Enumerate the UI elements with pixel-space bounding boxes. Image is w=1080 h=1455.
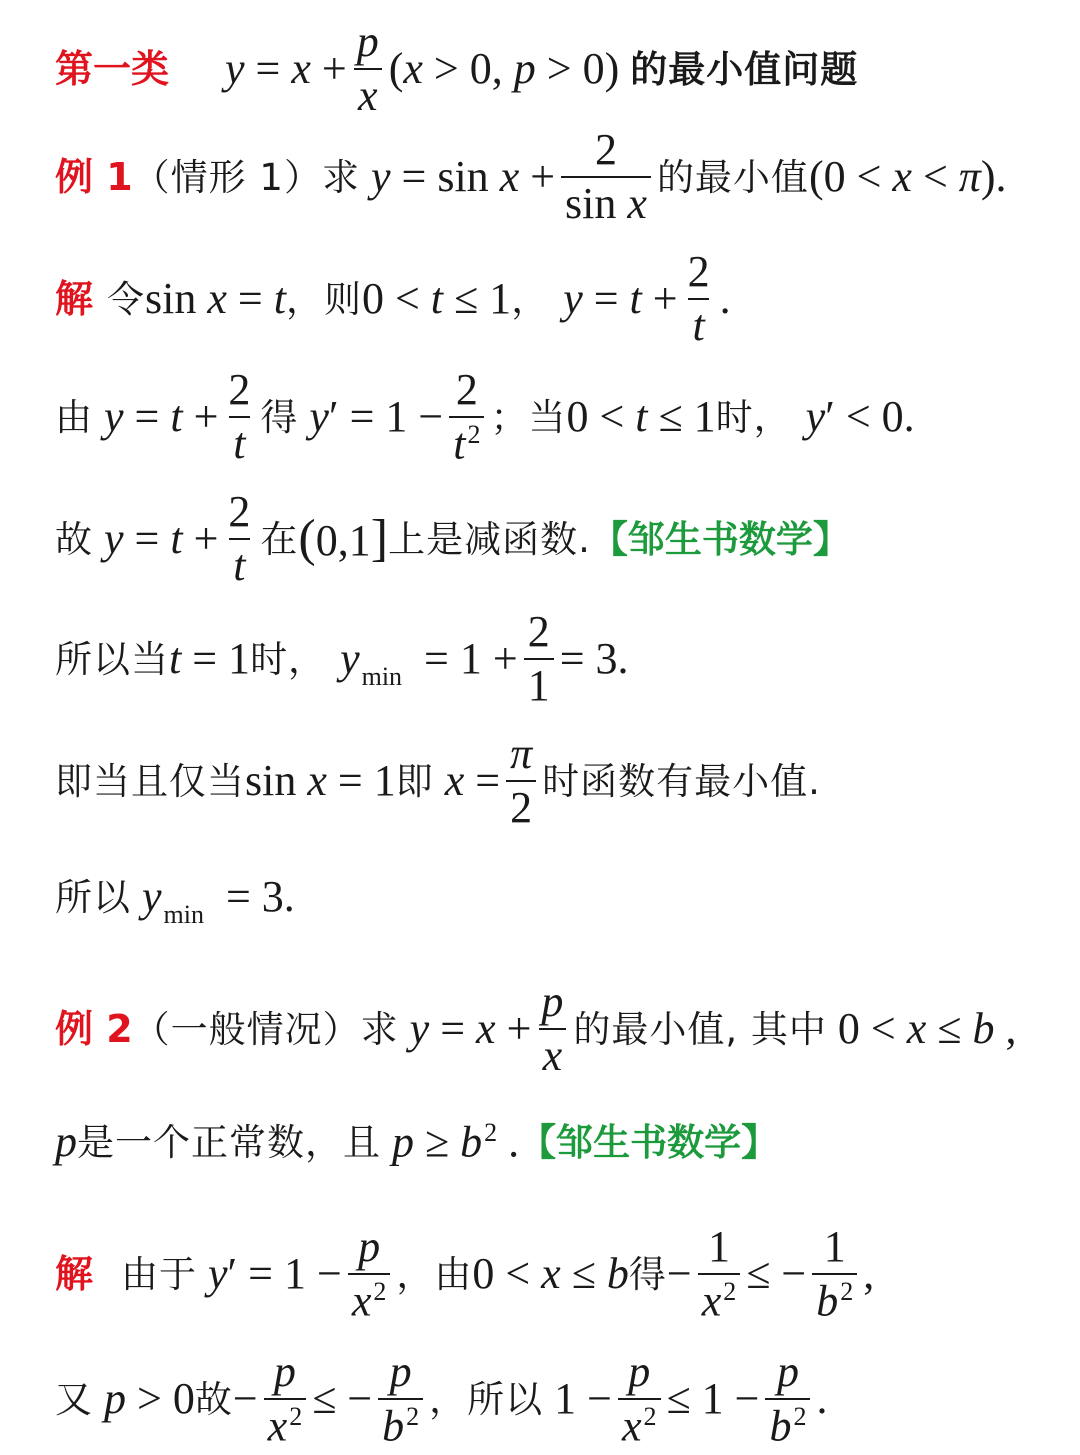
fraction: $\frac{p}{b^2}$ <box>765 1350 810 1449</box>
fraction: $\frac{2}{1}$ <box>524 610 554 708</box>
fraction: $\frac{p}{b^2}$ <box>378 1350 423 1449</box>
solution-conclusion: 所以 $y_{min} = 3$. <box>55 872 295 929</box>
example-2-label: 例 2 <box>55 1007 133 1051</box>
fraction: $\frac{1}{x^2}$ <box>698 1225 741 1324</box>
example-1-statement: 例 1 （情形 1）求 y = sin x + $\frac{2}{\text{sin x}}$ 的最小值 (0 < x < π). <box>55 125 1007 228</box>
watermark-text: 【邹生书数学】 <box>590 517 850 561</box>
fraction: $\frac{p}{x^2}$ <box>264 1350 307 1449</box>
fraction: $\frac{2}{t}$ <box>687 247 710 350</box>
example-1-case: （情形 1）求 <box>132 155 360 199</box>
section-heading: 第一类 y = x + $\frac{p}{x}$ (x > 0, p > 0) 的最小值问题 <box>55 17 859 120</box>
heading-label: 第一类 <box>55 47 170 91</box>
fraction: $\frac{p}{x^2}$ <box>348 1225 391 1324</box>
formula: y <box>225 44 245 93</box>
solution-label: 解 <box>55 277 94 321</box>
solution-line-3: 故 y = t + $\frac{2}{t}$ 在 (0,1] 上是减函数. 【邹生书数学】 <box>55 487 850 590</box>
solution-line-1: 解 令 sin x = t ，则 0 < t ≤ 1 ， y = t + $\frac{2}{t}$ . <box>55 247 731 350</box>
fraction: $\frac{2}{t}$ <box>228 487 251 590</box>
solution-line-4: 所以当 t = 1 时， $y_{min} = 1$ + $\frac{2}{1}$ = 3. <box>55 607 629 710</box>
solution-2-line-1: 解 由于 y′ = 1 − $\frac{p}{x^2}$ ，由 0 < x ≤ b 得 − $\frac{1}{x^2}$ ≤ − $\frac{1}{b^2}$ , <box>55 1222 875 1326</box>
fraction: $\frac{\pi}{2}$ <box>506 732 536 830</box>
example-2-condition: p 是一个正常数，且 $p \ge b^2$ . 【邹生书数学】 <box>55 1117 779 1167</box>
fraction: $\frac{2}{\text{sin x}}$ <box>561 128 651 226</box>
example-2-case: （一般情况）求 <box>132 1007 399 1051</box>
example-2-statement: 例 2 （一般情况）求 y = x + $\frac{p}{x}$ 的最小值, 其中 0 < x ≤ b , <box>55 977 1017 1080</box>
fraction: $\frac{p}{x}$ <box>353 20 383 118</box>
solution-2-line-2: 又 p > 0 故 − $\frac{p}{x^2}$ ≤ − $\frac{p}{b^2}$ ，所以 1 − $\frac{p}{x^2}$ ≤ 1 − $\frac{p}{b^2}$ . <box>55 1347 828 1451</box>
fraction: $\frac{2}{t}$ <box>228 365 251 469</box>
solution-line-2: 由 y = t + $\frac{2}{t}$ 得 y′ = 1 − $\frac{2}{t^2}$ ；当 0 < t ≤ 1 时， y′ < 0. <box>55 365 915 469</box>
fraction: $\frac{p}{x}$ <box>537 980 567 1078</box>
solution-line-5: 即当且仅当 sin x = 1 即 x = $\frac{\pi}{2}$ 时函数有最小值. <box>55 729 821 832</box>
fraction: $\frac{2}{t^2}$ <box>449 368 484 467</box>
example-1-label: 例 1 <box>55 155 133 199</box>
solution-label: 解 <box>55 1252 94 1297</box>
fraction: $\frac{1}{b^2}$ <box>812 1225 857 1324</box>
watermark-text: 【邹生书数学】 <box>519 1120 779 1164</box>
fraction: $\frac{p}{x^2}$ <box>618 1350 661 1449</box>
example-1-text: 的最小值 <box>656 155 809 199</box>
heading-text: 的最小值问题 <box>630 47 859 91</box>
